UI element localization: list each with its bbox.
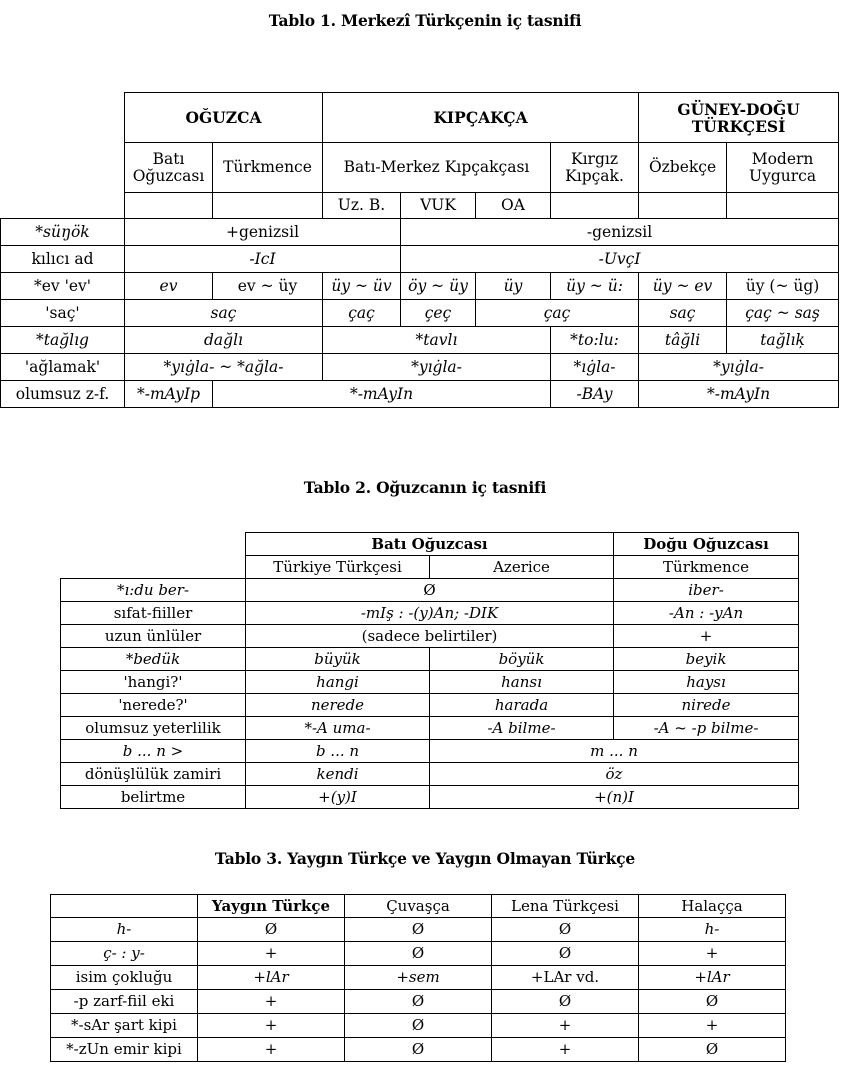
row-label: 'nerede?' (61, 694, 246, 717)
group-guney-dogu: GÜNEY-DOĞU TÜRKÇESİ (639, 93, 839, 143)
cell: Ø (246, 579, 614, 602)
sub-ozbekce: Özbekçe (639, 143, 727, 193)
cell: b ... n (246, 740, 430, 763)
cell: *-A uma- (246, 717, 430, 740)
cell: nirede (614, 694, 799, 717)
row-label: sıfat-fiiller (61, 602, 246, 625)
row-label: ç- : y- (51, 942, 198, 966)
cell: + (492, 1014, 639, 1038)
cell: + (198, 942, 345, 966)
sub-bati-oguzcasi: Batı Oğuzcası (125, 143, 213, 193)
sub-modern-uygurca: Modern Uygurca (727, 143, 839, 193)
cell: ev (125, 273, 213, 300)
row-label: -p zarf-fiil eki (51, 990, 198, 1014)
cell: saç (125, 300, 323, 327)
cell: m ... n (430, 740, 799, 763)
cell: Ø (345, 918, 492, 942)
cell: -genizsil (401, 219, 839, 246)
sub-bati-merkez-kipcak: Batı-Merkez Kıpçakçası (323, 143, 551, 193)
group-kipcakca: KIPÇAKÇA (323, 93, 639, 143)
cell: + (198, 1014, 345, 1038)
table2-caption: Tablo 2. Oğuzcanın iç tasnifi (303, 478, 547, 497)
cell: Ø (492, 990, 639, 1014)
cell: çaç (476, 300, 639, 327)
cell: + (198, 990, 345, 1014)
cell: üy ~ üv (323, 273, 401, 300)
group-dogu-oguzcasi: Doğu Oğuzcası (614, 533, 799, 556)
row-label: olumsuz z-f. (1, 381, 125, 408)
subsub-oa: OA (476, 193, 551, 219)
cell: üy ~ ev (639, 273, 727, 300)
row-label: uzun ünlüler (61, 625, 246, 648)
cell: +LAr vd. (492, 966, 639, 990)
sub-turkiye-turkcesi: Türkiye Türkçesi (246, 556, 430, 579)
table2 (60, 532, 799, 809)
cell: Ø (639, 1038, 786, 1062)
cell: +sem (345, 966, 492, 990)
cell: Ø (492, 942, 639, 966)
cell: dağlı (125, 327, 323, 354)
cell: + (639, 942, 786, 966)
cell: büyük (246, 648, 430, 671)
row-label: kılıcı ad (1, 246, 125, 273)
cell: + (639, 1014, 786, 1038)
table3-caption: Tablo 3. Yaygın Türkçe ve Yaygın Olmayan Türkçe (214, 849, 636, 868)
cell: -A bilme- (430, 717, 614, 740)
cell: -An : -yAn (614, 602, 799, 625)
cell: *yıġla- (639, 354, 839, 381)
cell: Ø (345, 990, 492, 1014)
table3 (50, 894, 786, 1062)
group-bati-oguzcasi: Batı Oğuzcası (246, 533, 614, 556)
cell: beyik (614, 648, 799, 671)
sub-turkmence: Türkmence (213, 143, 323, 193)
cell: çaç ~ saş (727, 300, 839, 327)
cell: +(n)I (430, 786, 799, 809)
cell: *-mAyIn (213, 381, 551, 408)
header-halacca: Halaçça (639, 895, 786, 918)
cell: hansı (430, 671, 614, 694)
table1-corner (1, 93, 125, 143)
row-label: *-zUn emir kipi (51, 1038, 198, 1062)
subsub-vuk: VUK (401, 193, 476, 219)
cell: + (492, 1038, 639, 1062)
cell: öy ~ üy (401, 273, 476, 300)
cell: kendi (246, 763, 430, 786)
row-label: *tağlıg (1, 327, 125, 354)
row-label: *bedük (61, 648, 246, 671)
row-label: *ev 'ev' (1, 273, 125, 300)
row-label: 'ağlamak' (1, 354, 125, 381)
cell: Ø (345, 1014, 492, 1038)
cell: -mIş : -(y)An; -DIK (246, 602, 614, 625)
cell: -IcI (125, 246, 401, 273)
cell: *tavlı (323, 327, 551, 354)
cell: Ø (345, 1038, 492, 1062)
cell: *-mAyIn (639, 381, 839, 408)
cell: üy ~ ü: (551, 273, 639, 300)
cell: tâğli (639, 327, 727, 354)
cell: çaç (323, 300, 401, 327)
cell: hangi (246, 671, 430, 694)
cell: +(y)I (246, 786, 430, 809)
row-label: b ... n > (61, 740, 246, 763)
cell: h- (639, 918, 786, 942)
sub-turkmence: Türkmence (614, 556, 799, 579)
cell: *ıġla- (551, 354, 639, 381)
cell: *-mAyIp (125, 381, 213, 408)
cell: tağlıķ (727, 327, 839, 354)
subsub-uz-b: Uz. B. (323, 193, 401, 219)
row-label: *süŋök (1, 219, 125, 246)
sub-kirgiz-kipcak: Kırgız Kıpçak. (551, 143, 639, 193)
cell: Ø (345, 942, 492, 966)
cell: nerede (246, 694, 430, 717)
cell: öz (430, 763, 799, 786)
row-label: olumsuz yeterlilik (61, 717, 246, 740)
cell: +lAr (198, 966, 345, 990)
header-lena-turkcesi: Lena Türkçesi (492, 895, 639, 918)
cell: -UvçI (401, 246, 839, 273)
group-oguzca: OĞUZCA (125, 93, 323, 143)
cell: Ø (198, 918, 345, 942)
cell: *to:lu: (551, 327, 639, 354)
table1 (0, 92, 839, 408)
cell: saç (639, 300, 727, 327)
sub-azerice: Azerice (430, 556, 614, 579)
cell: Ø (639, 990, 786, 1014)
cell: +genizsil (125, 219, 401, 246)
cell: çeç (401, 300, 476, 327)
cell: + (198, 1038, 345, 1062)
cell: (sadece belirtiler) (246, 625, 614, 648)
cell: böyük (430, 648, 614, 671)
cell: -BAy (551, 381, 639, 408)
row-label: belirtme (61, 786, 246, 809)
row-label: *-sAr şart kipi (51, 1014, 198, 1038)
header-cuvasca: Çuvaşça (345, 895, 492, 918)
header-yaygin-turkce: Yaygın Türkçe (198, 895, 345, 918)
table1-caption: Tablo 1. Merkezî Türkçenin iç tasnifi (268, 11, 582, 30)
cell: Ø (492, 918, 639, 942)
cell: üy (~ üg) (727, 273, 839, 300)
row-label: 'hangi?' (61, 671, 246, 694)
cell: iber- (614, 579, 799, 602)
row-label: isim çokluğu (51, 966, 198, 990)
row-label: 'saç' (1, 300, 125, 327)
cell: *yıġla- ~ *ağla- (125, 354, 323, 381)
cell: + (614, 625, 799, 648)
cell: -A ~ -p bilme- (614, 717, 799, 740)
row-label: dönüşlülük zamiri (61, 763, 246, 786)
cell: *yıġla- (323, 354, 551, 381)
cell: haysı (614, 671, 799, 694)
row-label: *ı:du ber- (61, 579, 246, 602)
cell: üy (476, 273, 551, 300)
row-label: h- (51, 918, 198, 942)
cell: +lAr (639, 966, 786, 990)
cell: ev ~ üy (213, 273, 323, 300)
cell: harada (430, 694, 614, 717)
